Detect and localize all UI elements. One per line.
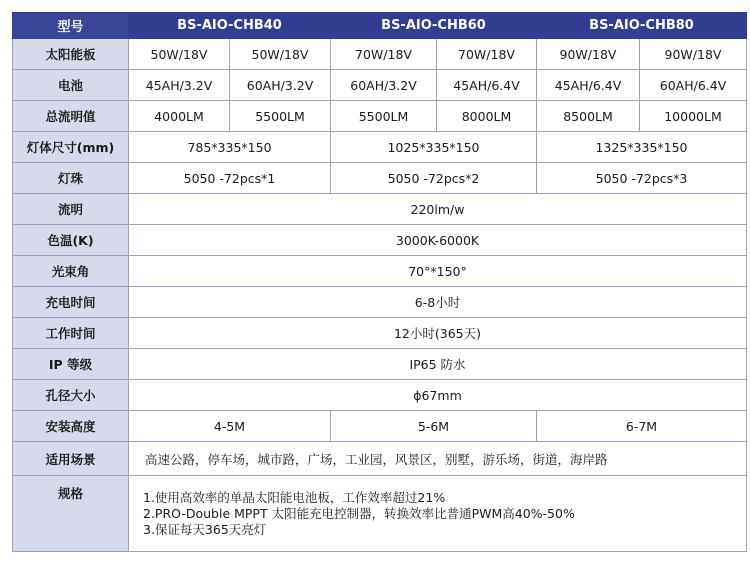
row-label: 规格 <box>13 476 129 552</box>
model-chb80: BS-AIO-CHB80 <box>537 13 747 39</box>
row-scene <box>13 442 747 476</box>
cell: 785*335*150 <box>129 132 331 163</box>
row-label: 色温(K) <box>13 225 129 256</box>
row-label: IP 等级 <box>13 349 129 380</box>
row-efficacy <box>13 194 747 225</box>
spec-table <box>12 12 747 552</box>
header-label: 型号 <box>13 13 129 39</box>
cell: 3000K-6000K <box>129 225 747 256</box>
cell: 5500LM <box>230 101 331 132</box>
cell: 90W/18V <box>640 39 747 70</box>
row-cct <box>13 225 747 256</box>
row-beam <box>13 256 747 287</box>
cell: 1325*335*150 <box>537 132 747 163</box>
model-chb40: BS-AIO-CHB40 <box>129 13 331 39</box>
row-label: 适用场景 <box>13 442 129 476</box>
cell: 60AH/3.2V <box>230 70 331 101</box>
row-label: 工作时间 <box>13 318 129 349</box>
cell: 1025*335*150 <box>331 132 537 163</box>
row-work-time <box>13 318 747 349</box>
row-label: 太阳能板 <box>13 39 129 70</box>
cell: 5050 -72pcs*1 <box>129 163 331 194</box>
cell: IP65 防水 <box>129 349 747 380</box>
row-led <box>13 163 747 194</box>
cell: 12小时(365天) <box>129 318 747 349</box>
row-label: 光束角 <box>13 256 129 287</box>
row-label: 流明 <box>13 194 129 225</box>
row-label: 孔径大小 <box>13 380 129 411</box>
spec-line-3: 3.保证每天365天亮灯 <box>143 521 267 537</box>
row-label: 充电时间 <box>13 287 129 318</box>
row-label: 灯体尺寸(mm) <box>13 132 129 163</box>
cell: 10000LM <box>640 101 747 132</box>
cell: 4-5M <box>129 411 331 442</box>
spec-notes <box>129 476 747 552</box>
cell: 5500LM <box>331 101 437 132</box>
cell: 45AH/6.4V <box>437 70 537 101</box>
cell: 45AH/6.4V <box>537 70 640 101</box>
row-solar-panel <box>13 39 747 70</box>
cell: 6-8小时 <box>129 287 747 318</box>
row-height <box>13 411 747 442</box>
row-lumen <box>13 101 747 132</box>
header-row <box>13 13 747 39</box>
row-size <box>13 132 747 163</box>
cell: 8000LM <box>437 101 537 132</box>
cell: 60AH/6.4V <box>640 70 747 101</box>
row-label: 安装高度 <box>13 411 129 442</box>
cell: 70°*150° <box>129 256 747 287</box>
row-hole <box>13 380 747 411</box>
row-charge-time <box>13 287 747 318</box>
cell: 4000LM <box>129 101 230 132</box>
spec-line-2: 2.PRO-Double MPPT 太阳能充电控制器，转换效率比普通PWM高40%-50% <box>143 505 575 521</box>
cell: 高速公路，停车场，城市路，广场，工业园，风景区，别墅，游乐场，街道，海岸路 <box>129 442 747 476</box>
model-chb60: BS-AIO-CHB60 <box>331 13 537 39</box>
cell: 5050 -72pcs*3 <box>537 163 747 194</box>
cell: 6-7M <box>537 411 747 442</box>
cell: 5050 -72pcs*2 <box>331 163 537 194</box>
cell: 8500LM <box>537 101 640 132</box>
cell: ϕ67mm <box>129 380 747 411</box>
spec-line-1: 1.使用高效率的单晶太阳能电池板，工作效率超过21% <box>143 489 446 505</box>
row-ip <box>13 349 747 380</box>
cell: 220lm/w <box>129 194 747 225</box>
cell: 50W/18V <box>230 39 331 70</box>
cell: 5-6M <box>331 411 537 442</box>
cell: 50W/18V <box>129 39 230 70</box>
cell: 90W/18V <box>537 39 640 70</box>
cell: 45AH/3.2V <box>129 70 230 101</box>
cell: 60AH/3.2V <box>331 70 437 101</box>
cell: 70W/18V <box>437 39 537 70</box>
row-label: 电池 <box>13 70 129 101</box>
cell: 70W/18V <box>331 39 437 70</box>
row-battery <box>13 70 747 101</box>
row-label: 灯珠 <box>13 163 129 194</box>
row-spec <box>13 476 747 552</box>
row-label: 总流明值 <box>13 101 129 132</box>
